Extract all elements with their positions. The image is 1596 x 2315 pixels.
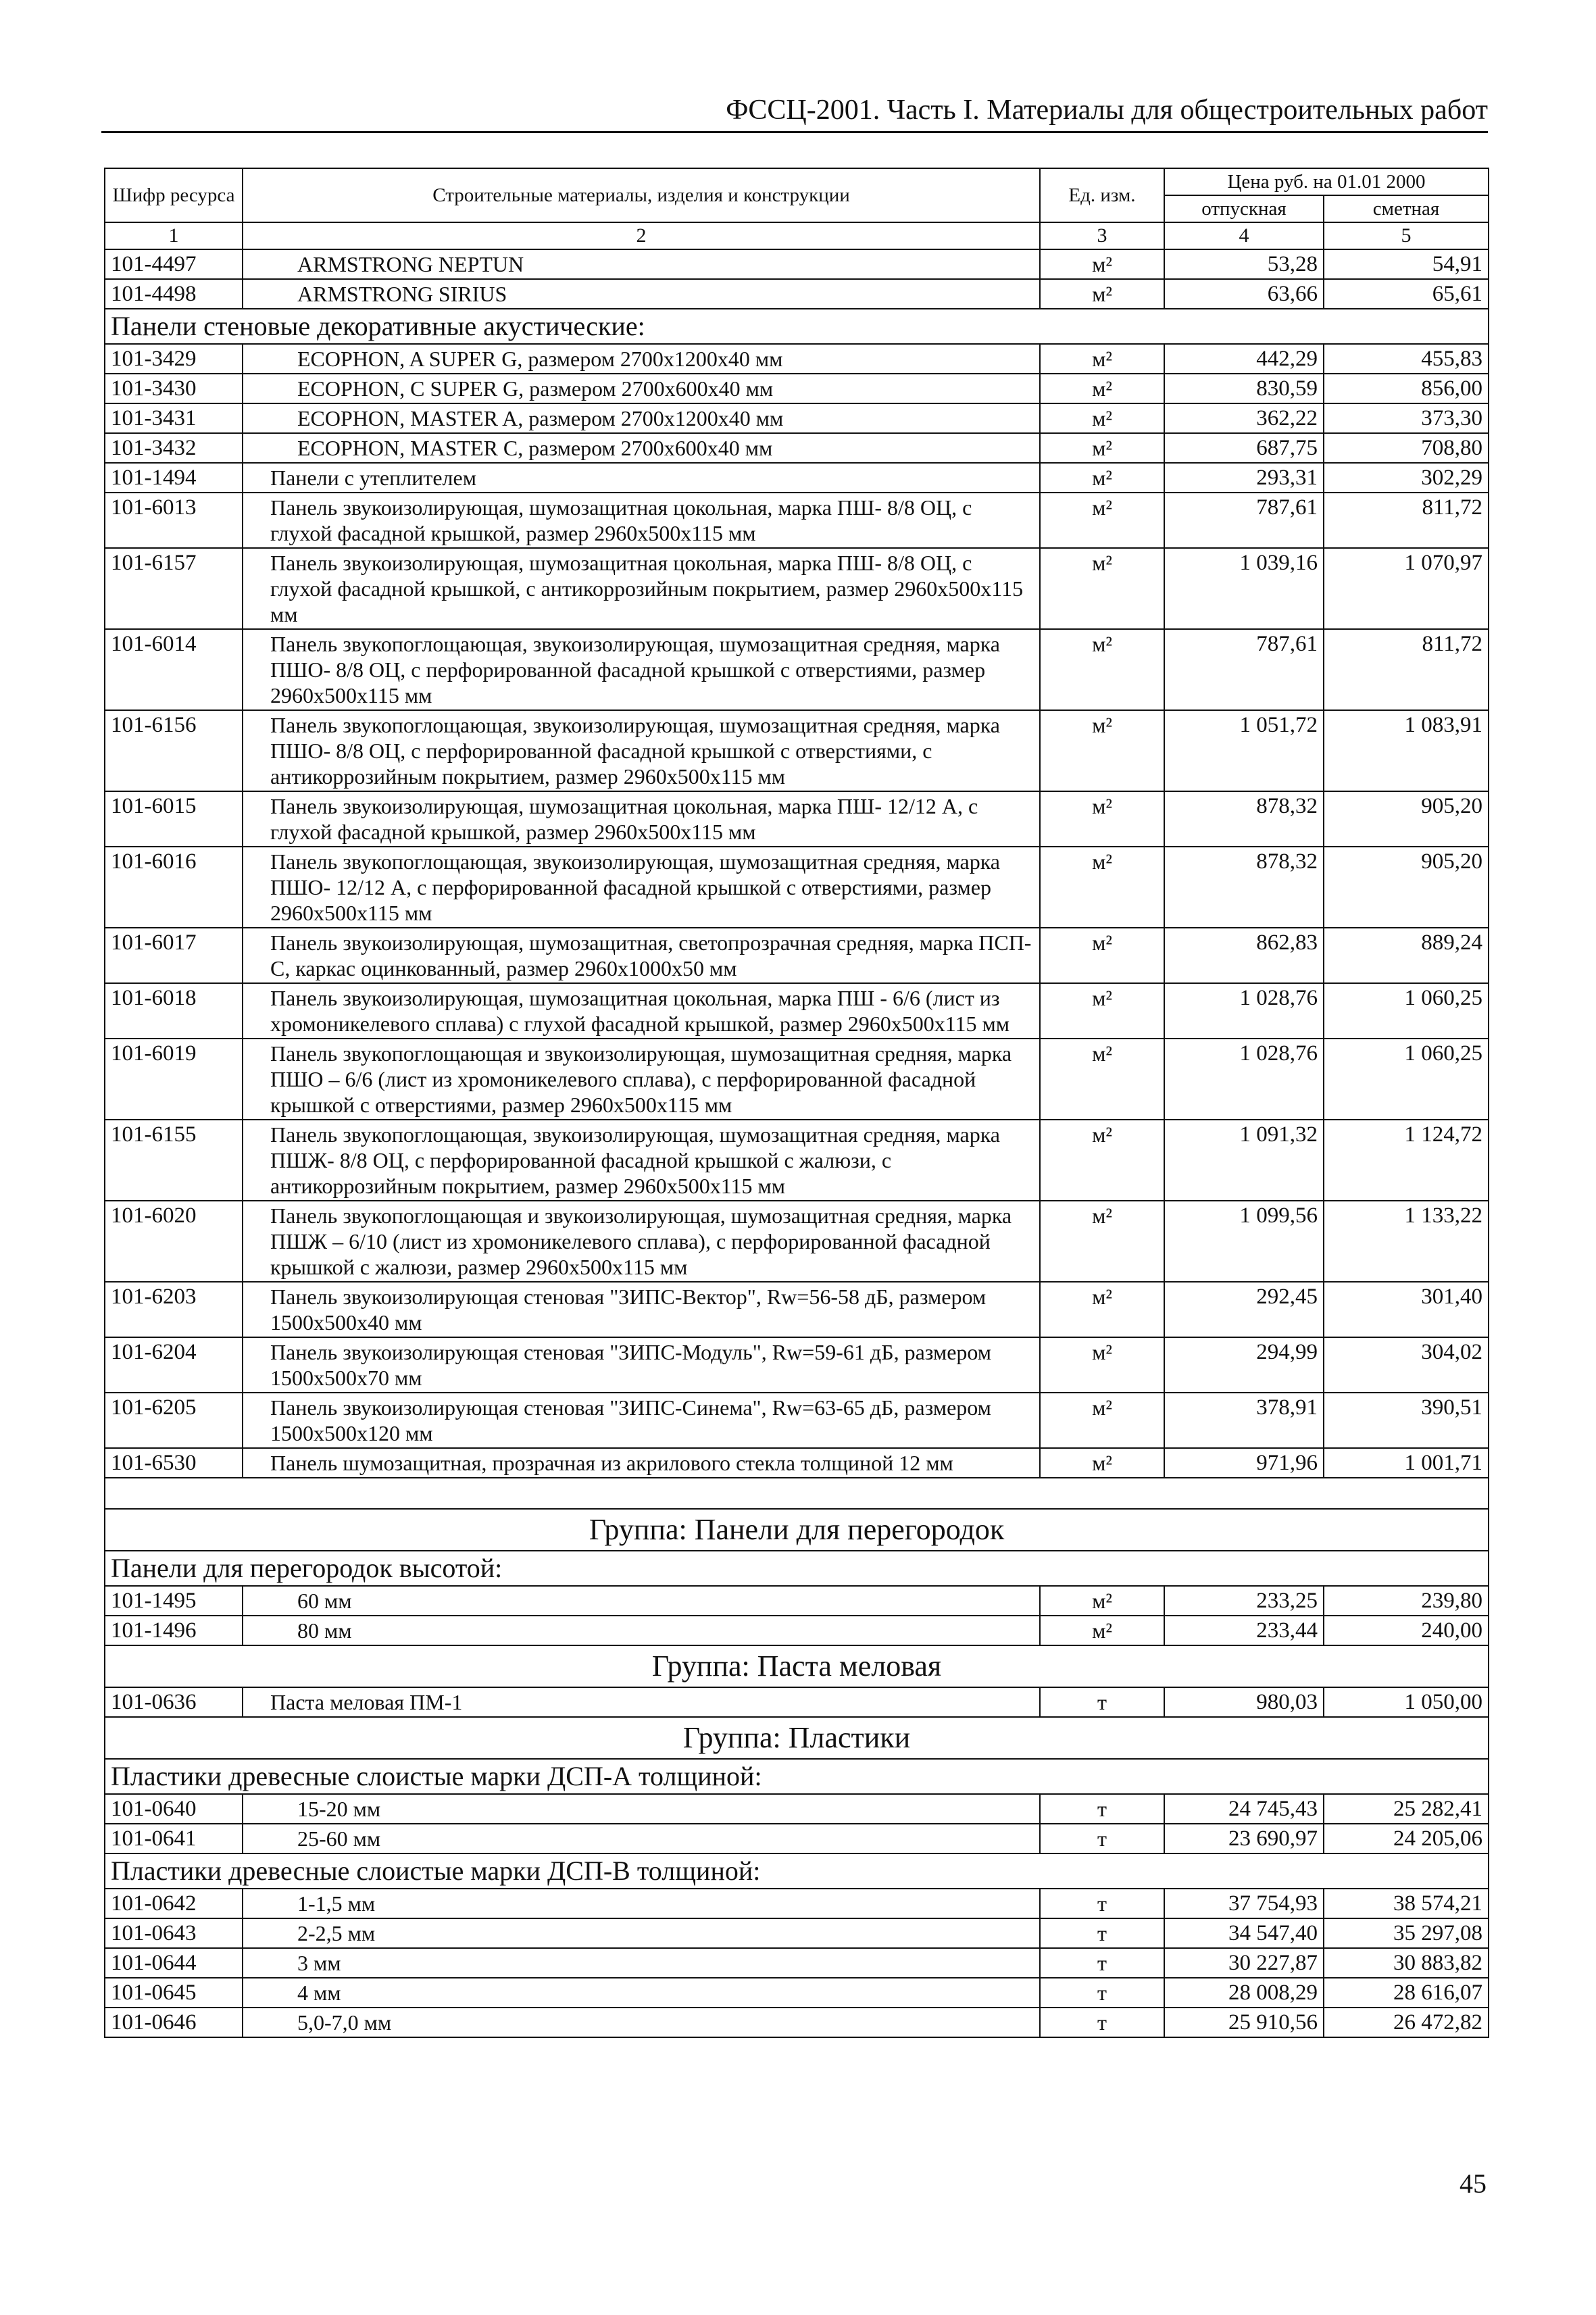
material-name-cell [243, 629, 1040, 710]
material-name-cell [243, 1687, 1040, 1717]
estimate-price: 28 616,07 [1324, 1978, 1489, 2008]
unit-of-measure: м² [1040, 1586, 1164, 1616]
unit-of-measure: м² [1040, 1201, 1164, 1282]
material-name-cell [243, 983, 1040, 1039]
unit-of-measure: м² [1040, 1448, 1164, 1478]
resource-code: 101-0642 [105, 1889, 243, 1918]
subheading: Пластики древесные слоистые марки ДСП-В толщиной: [105, 1853, 1489, 1889]
estimate-price: 304,02 [1324, 1337, 1489, 1393]
subheading: Пластики древесные слоистые марки ДСП-А толщиной: [105, 1759, 1489, 1794]
material-name: 5,0-7,0 мм [297, 2010, 392, 2035]
table-row [105, 1824, 1489, 1853]
unit-of-measure: м² [1040, 279, 1164, 309]
resource-code: 101-3432 [105, 433, 243, 463]
unit-of-measure: м² [1040, 1616, 1164, 1645]
table-row [105, 1393, 1489, 1448]
material-name: Панель звукоизолирующая стеновая "ЗИПС-Модуль", Rw=59-61 дБ, размером 1500x500x70 мм [270, 1340, 992, 1390]
material-name-cell [243, 374, 1040, 403]
estimate-price: 1 070,97 [1324, 548, 1489, 629]
estimate-price: 54,91 [1324, 249, 1489, 279]
table-row [105, 548, 1489, 629]
resource-code: 101-0645 [105, 1978, 243, 2008]
material-name-cell [243, 791, 1040, 847]
material-name: Панель шумозащитная, прозрачная из акрилового стекла толщиной 12 мм [270, 1451, 953, 1475]
unit-of-measure: м² [1040, 433, 1164, 463]
column-number: 3 [1040, 222, 1164, 249]
resource-code: 101-3430 [105, 374, 243, 403]
release-price: 787,61 [1164, 493, 1324, 548]
unit-of-measure: т [1040, 1687, 1164, 1717]
resource-code: 101-0641 [105, 1824, 243, 1853]
release-price: 971,96 [1164, 1448, 1324, 1478]
material-name-cell [243, 1616, 1040, 1645]
head-name: Строительные материалы, изделия и конструкции [243, 168, 1040, 222]
table-row [105, 1201, 1489, 1282]
unit-of-measure: м² [1040, 629, 1164, 710]
resource-code: 101-6157 [105, 548, 243, 629]
unit-of-measure: м² [1040, 548, 1164, 629]
table-row [105, 1039, 1489, 1120]
estimate-price: 30 883,82 [1324, 1948, 1489, 1978]
material-name: ECOPHON, C SUPER G, размером 2700x600x40 мм [297, 376, 774, 401]
material-name: ECOPHON, MASTER C, размером 2700x600x40 мм [297, 436, 773, 460]
table-row [105, 279, 1489, 309]
estimate-price: 25 282,41 [1324, 1794, 1489, 1824]
estimate-price: 26 472,82 [1324, 2008, 1489, 2037]
material-name: Панели с утеплителем [270, 466, 476, 490]
table-row [105, 1616, 1489, 1645]
material-name-cell [243, 710, 1040, 791]
release-price: 30 227,87 [1164, 1948, 1324, 1978]
estimate-price: 1 124,72 [1324, 1120, 1489, 1201]
estimate-price: 301,40 [1324, 1282, 1489, 1337]
release-price: 294,99 [1164, 1337, 1324, 1393]
unit-of-measure: т [1040, 1918, 1164, 1948]
table-row [105, 983, 1489, 1039]
price-table [104, 168, 1489, 2038]
material-name: 4 мм [297, 1981, 341, 2005]
resource-code: 101-1495 [105, 1586, 243, 1616]
release-price: 687,75 [1164, 433, 1324, 463]
table-row [105, 1448, 1489, 1478]
resource-code: 101-6013 [105, 493, 243, 548]
table-row [105, 344, 1489, 374]
release-price: 23 690,97 [1164, 1824, 1324, 1853]
resource-code: 101-6156 [105, 710, 243, 791]
release-price: 862,83 [1164, 928, 1324, 983]
release-price: 980,03 [1164, 1687, 1324, 1717]
resource-code: 101-6015 [105, 791, 243, 847]
unit-of-measure: м² [1040, 463, 1164, 493]
material-name: Панель звукоизолирующая, шумозащитная цокольная, марка ПШ- 8/8 ОЦ, с глухой фасадной крышкой, размер 2960x500x115 мм [270, 495, 972, 545]
material-name: ARMSTRONG NEPTUN [297, 252, 524, 276]
head-release: отпускная [1164, 195, 1324, 222]
estimate-price: 65,61 [1324, 279, 1489, 309]
unit-of-measure: м² [1040, 493, 1164, 548]
material-name: Панель звукоизолирующая, шумозащитная цокольная, марка ПШ - 6/6 (лист из хромоникелевого сплава) с глухой фасадной крышкой, размер 2960x500x115 мм [270, 986, 1010, 1036]
material-name: Панель звукоизолирующая, шумозащитная цокольная, марка ПШ- 8/8 ОЦ, с глухой фасадной крышкой, с антикоррозийным покрытием, размер 2960x500x115 мм [270, 551, 1024, 626]
table-head [105, 168, 1489, 249]
table-row [105, 1978, 1489, 2008]
resource-code: 101-3431 [105, 403, 243, 433]
subheading: Панели стеновые декоративные акустические: [105, 309, 1489, 344]
subheading: Панели для перегородок высотой: [105, 1551, 1489, 1586]
release-price: 1 051,72 [1164, 710, 1324, 791]
unit-of-measure: м² [1040, 791, 1164, 847]
resource-code: 101-6016 [105, 847, 243, 928]
release-price: 878,32 [1164, 791, 1324, 847]
resource-code: 101-0640 [105, 1794, 243, 1824]
estimate-price: 1 133,22 [1324, 1201, 1489, 1282]
unit-of-measure: м² [1040, 374, 1164, 403]
material-name-cell [243, 403, 1040, 433]
material-name: Панель звукоизолирующая стеновая "ЗИПС-Синема", Rw=63-65 дБ, размером 1500x500x120 мм [270, 1395, 991, 1445]
release-price: 1 099,56 [1164, 1201, 1324, 1282]
material-name: Панель звукопоглощающая и звукоизолирующая, шумозащитная средняя, марка ПШЖ – 6/10 (лист из хромоникелевого сплава), с перфорированной фасадной крышкой с жалюзи, размер 2960x500x115 мм [270, 1203, 1012, 1279]
estimate-price: 905,20 [1324, 847, 1489, 928]
material-name-cell [243, 279, 1040, 309]
unit-of-measure: м² [1040, 983, 1164, 1039]
table-row [105, 1120, 1489, 1201]
material-name-cell [243, 1824, 1040, 1853]
group-heading-row [105, 1509, 1489, 1551]
estimate-price: 811,72 [1324, 629, 1489, 710]
release-price: 378,91 [1164, 1393, 1324, 1448]
estimate-price: 24 205,06 [1324, 1824, 1489, 1853]
page-number: 45 [1460, 2168, 1487, 2199]
material-name-cell [243, 433, 1040, 463]
unit-of-measure: т [1040, 1824, 1164, 1853]
material-name-cell [243, 1448, 1040, 1478]
material-name: 60 мм [297, 1589, 352, 1613]
estimate-price: 1 001,71 [1324, 1448, 1489, 1478]
table-row [105, 1687, 1489, 1717]
unit-of-measure: т [1040, 1889, 1164, 1918]
unit-of-measure: м² [1040, 1039, 1164, 1120]
estimate-price: 1 083,91 [1324, 710, 1489, 791]
header-rule [101, 131, 1488, 133]
release-price: 292,45 [1164, 1282, 1324, 1337]
material-name-cell [243, 1282, 1040, 1337]
estimate-price: 35 297,08 [1324, 1918, 1489, 1948]
material-name-cell [243, 1039, 1040, 1120]
material-name: 1-1,5 мм [297, 1891, 376, 1916]
estimate-price: 1 060,25 [1324, 983, 1489, 1039]
material-name: Панель звукопоглощающая, звукоизолирующая, шумозащитная средняя, марка ПШО- 8/8 ОЦ, с перфорированной фасадной крышкой с отверстиями, размер 2960x500x115 мм [270, 632, 1000, 707]
subheading-row [105, 1759, 1489, 1794]
estimate-price: 905,20 [1324, 791, 1489, 847]
unit-of-measure: т [1040, 2008, 1164, 2037]
unit-of-measure: м² [1040, 1337, 1164, 1393]
resource-code: 101-6017 [105, 928, 243, 983]
material-name-cell [243, 548, 1040, 629]
unit-of-measure: м² [1040, 928, 1164, 983]
group-heading-row [105, 1717, 1489, 1759]
estimate-price: 889,24 [1324, 928, 1489, 983]
material-name-cell [243, 249, 1040, 279]
table-row [105, 847, 1489, 928]
material-name: 15-20 мм [297, 1797, 381, 1821]
column-numbers-row [105, 222, 1489, 249]
unit-of-measure: м² [1040, 1393, 1164, 1448]
estimate-price: 239,80 [1324, 1586, 1489, 1616]
table-row [105, 1282, 1489, 1337]
column-number: 1 [105, 222, 243, 249]
release-price: 830,59 [1164, 374, 1324, 403]
resource-code: 101-6205 [105, 1393, 243, 1448]
estimate-price: 240,00 [1324, 1616, 1489, 1645]
resource-code: 101-6019 [105, 1039, 243, 1120]
resource-code: 101-6155 [105, 1120, 243, 1201]
group-heading: Группа: Пластики [105, 1717, 1489, 1759]
material-name-cell [243, 1889, 1040, 1918]
table-row [105, 2008, 1489, 2037]
resource-code: 101-4497 [105, 249, 243, 279]
unit-of-measure: т [1040, 1978, 1164, 2008]
release-price: 787,61 [1164, 629, 1324, 710]
material-name-cell [243, 2008, 1040, 2037]
head-price: Цена руб. на 01.01 2000 [1164, 168, 1489, 195]
material-name-cell [243, 1120, 1040, 1201]
material-name: 25-60 мм [297, 1826, 381, 1851]
group-heading-row [105, 1645, 1489, 1687]
estimate-price: 1 060,25 [1324, 1039, 1489, 1120]
material-name: Панель звукоизолирующая, шумозащитная цокольная, марка ПШ- 12/12 А, с глухой фасадной крышкой, размер 2960x500x115 мм [270, 794, 978, 844]
column-number: 2 [243, 222, 1040, 249]
table-row [105, 433, 1489, 463]
material-name: Паста меловая ПМ-1 [270, 1690, 463, 1714]
group-heading: Группа: Паста меловая [105, 1645, 1489, 1687]
head-unit: Ед. изм. [1040, 168, 1164, 222]
column-number: 5 [1324, 222, 1489, 249]
material-name: Панель звукоизолирующая, шумозащитная, светопрозрачная средняя, марка ПСП-С, каркас оцинкованный, размер 2960x1000x50 мм [270, 930, 1032, 980]
resource-code: 101-0646 [105, 2008, 243, 2037]
resource-code: 101-4498 [105, 279, 243, 309]
table-row [105, 1337, 1489, 1393]
resource-code: 101-6020 [105, 1201, 243, 1282]
running-header: ФССЦ-2001. Часть I. Материалы для общестроительных работ [726, 95, 1488, 126]
material-name-cell [243, 493, 1040, 548]
release-price: 1 028,76 [1164, 983, 1324, 1039]
table-row [105, 928, 1489, 983]
material-name-cell [243, 1393, 1040, 1448]
unit-of-measure: т [1040, 1794, 1164, 1824]
release-price: 1 028,76 [1164, 1039, 1324, 1120]
subheading-row [105, 1551, 1489, 1586]
release-price: 878,32 [1164, 847, 1324, 928]
resource-code: 101-6530 [105, 1448, 243, 1478]
resource-code: 101-0636 [105, 1687, 243, 1717]
release-price: 233,44 [1164, 1616, 1324, 1645]
material-name-cell [243, 1337, 1040, 1393]
spacer-row [105, 1478, 1489, 1509]
subheading-row [105, 309, 1489, 344]
table-row [105, 1889, 1489, 1918]
release-price: 293,31 [1164, 463, 1324, 493]
material-name-cell [243, 928, 1040, 983]
estimate-price: 38 574,21 [1324, 1889, 1489, 1918]
material-name-cell [243, 1978, 1040, 2008]
material-name: Панель звукоизолирующая стеновая "ЗИПС-Вектор", Rw=56-58 дБ, размером 1500x500x40 мм [270, 1285, 987, 1335]
table-row [105, 463, 1489, 493]
unit-of-measure: т [1040, 1948, 1164, 1978]
spacer-cell [105, 1478, 1489, 1509]
release-price: 1 091,32 [1164, 1120, 1324, 1201]
material-name: 2-2,5 мм [297, 1921, 376, 1945]
release-price: 28 008,29 [1164, 1978, 1324, 2008]
column-number: 4 [1164, 222, 1324, 249]
table-row [105, 1586, 1489, 1616]
estimate-price: 708,80 [1324, 433, 1489, 463]
table-row [105, 791, 1489, 847]
material-name: 3 мм [297, 1951, 341, 1975]
material-name: Панель звукопоглощающая, звукоизолирующая, шумозащитная средняя, марка ПШЖ- 8/8 ОЦ, с перфорированной фасадной крышкой с жалюзи, с антикоррозийным покрытием, размер 2960x500x115 мм [270, 1122, 1000, 1198]
release-price: 63,66 [1164, 279, 1324, 309]
material-name: ECOPHON, MASTER A, размером 2700x1200x40 мм [297, 406, 784, 430]
unit-of-measure: м² [1040, 249, 1164, 279]
resource-code: 101-1496 [105, 1616, 243, 1645]
resource-code: 101-1494 [105, 463, 243, 493]
head-code: Шифр ресурса [105, 168, 243, 222]
material-name-cell [243, 1948, 1040, 1978]
head-estimate: сметная [1324, 195, 1489, 222]
unit-of-measure: м² [1040, 403, 1164, 433]
material-name: Панель звукопоглощающая и звукоизолирующая, шумозащитная средняя, марка ПШО – 6/6 (лист из хромоникелевого сплава), с перфорированной фасадной крышкой с отверстиями, размер 2960x500x115 мм [270, 1041, 1012, 1117]
material-name: Панель звукопоглощающая, звукоизолирующая, шумозащитная средняя, марка ПШО- 12/12 А, с перфорированной фасадной крышкой с отверстиями, размер 2960x500x115 мм [270, 849, 1000, 925]
material-name: ECOPHON, A SUPER G, размером 2700x1200x40 мм [297, 347, 783, 371]
material-name: 80 мм [297, 1618, 352, 1643]
estimate-price: 373,30 [1324, 403, 1489, 433]
table-row [105, 374, 1489, 403]
release-price: 442,29 [1164, 344, 1324, 374]
material-name: Панель звукопоглощающая, звукоизолирующая, шумозащитная средняя, марка ПШО- 8/8 ОЦ, с перфорированной фасадной крышкой с отверстиями, с антикоррозийным покрытием, размер 2960x500x115 мм [270, 713, 1000, 789]
estimate-price: 390,51 [1324, 1393, 1489, 1448]
material-name-cell [243, 1918, 1040, 1948]
resource-code: 101-6203 [105, 1282, 243, 1337]
estimate-price: 856,00 [1324, 374, 1489, 403]
estimate-price: 455,83 [1324, 344, 1489, 374]
unit-of-measure: м² [1040, 1282, 1164, 1337]
unit-of-measure: м² [1040, 1120, 1164, 1201]
release-price: 362,22 [1164, 403, 1324, 433]
release-price: 1 039,16 [1164, 548, 1324, 629]
table-row [105, 1794, 1489, 1824]
resource-code: 101-0643 [105, 1918, 243, 1948]
release-price: 24 745,43 [1164, 1794, 1324, 1824]
material-name-cell [243, 1586, 1040, 1616]
table-row [105, 710, 1489, 791]
release-price: 233,25 [1164, 1586, 1324, 1616]
resource-code: 101-6018 [105, 983, 243, 1039]
material-name-cell [243, 1794, 1040, 1824]
group-heading: Группа: Панели для перегородок [105, 1509, 1489, 1551]
table-row [105, 1948, 1489, 1978]
release-price: 37 754,93 [1164, 1889, 1324, 1918]
estimate-price: 811,72 [1324, 493, 1489, 548]
table-row [105, 629, 1489, 710]
subheading-row [105, 1853, 1489, 1889]
table-row [105, 249, 1489, 279]
release-price: 53,28 [1164, 249, 1324, 279]
resource-code: 101-3429 [105, 344, 243, 374]
release-price: 34 547,40 [1164, 1918, 1324, 1948]
estimate-price: 1 050,00 [1324, 1687, 1489, 1717]
estimate-price: 302,29 [1324, 463, 1489, 493]
table-row [105, 403, 1489, 433]
unit-of-measure: м² [1040, 847, 1164, 928]
material-name-cell [243, 1201, 1040, 1282]
material-name-cell [243, 344, 1040, 374]
resource-code: 101-6204 [105, 1337, 243, 1393]
resource-code: 101-0644 [105, 1948, 243, 1978]
material-name: ARMSTRONG SIRIUS [297, 282, 507, 306]
resource-code: 101-6014 [105, 629, 243, 710]
table-row [105, 1918, 1489, 1948]
unit-of-measure: м² [1040, 344, 1164, 374]
table-body [105, 249, 1489, 2037]
material-name-cell [243, 847, 1040, 928]
material-name-cell [243, 463, 1040, 493]
unit-of-measure: м² [1040, 710, 1164, 791]
table-row [105, 493, 1489, 548]
release-price: 25 910,56 [1164, 2008, 1324, 2037]
